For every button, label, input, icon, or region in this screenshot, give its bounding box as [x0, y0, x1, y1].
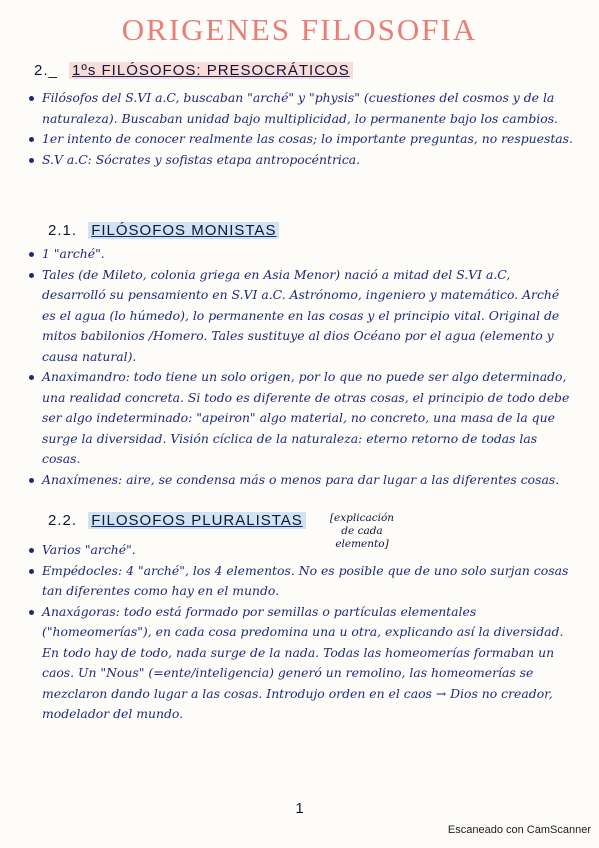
monistas-notes [28, 244, 576, 490]
list-item: Anaxágoras: todo está formado por semillas o partículas elementales ("homeomerías"), en cada cosa predomina una u otra, explicando así la diversidad. En todo hay de todo, nada surge de la nada. Todas las homeomerías formaban un caos. Un "Nous" (=ente/inteligencia) generó un remolino, las homeomerías se mezclaron dando lugar a las cosas. Introdujo orden en el caos → Dios no creador, modelador del mundo. [28, 602, 576, 725]
page-number: 1 [295, 800, 304, 817]
pluralistas-notes [28, 540, 576, 725]
section-title: FILOSOFOS PLURALISTAS [88, 512, 306, 529]
list-item: Filósofos del S.VI a.C, buscaban "arché" y "physis" (cuestiones del cosmos y de la naturaleza). Buscaban unidad bajo multiplicidad, lo permanente bajo los cambios. [28, 88, 576, 129]
list-item: Empédocles: 4 "arché", los 4 elementos. No es posible que de uno solo surjan cosas tan diferentes como hay en el mundo. [28, 561, 576, 602]
section-heading-pluralistas [48, 512, 306, 529]
page-title: ORIGENES FILOSOFIA [121, 12, 478, 47]
list-item: Varios "arché". [28, 540, 576, 561]
section-title: FILÓSOFOS MONISTAS [88, 222, 279, 239]
section-number: 2._ [34, 62, 58, 79]
list-item: 1 "arché". [28, 244, 576, 265]
list-item: S.V a.C: Sócrates y sofistas etapa antropocéntrica. [28, 150, 576, 171]
list-item: Tales (de Mileto, colonia griega en Asia Menor) nació a mitad del S.VI a.C, desarrolló su pensamiento en S.VI a.C. Astrónomo, ingeniero y matemático. Arché es el agua (lo húmedo), lo permanente en las cosas y el principio vital. Original de mitos babilonios /Homero. Tales sustituye al dios Océano por el agua (elemento y causa natural). [28, 265, 576, 368]
list-item: 1er intento de conocer realmente las cosas; lo importante preguntas, no respuestas. [28, 129, 576, 150]
list-item: Anaximandro: todo tiene un solo origen, por lo que no puede ser algo determinado, una realidad concreta. Si todo es diferente de otras cosas, el principio de todo debe ser algo indeterminado: "apeiron" algo material, no concreto, una masa de la que surge la diversidad. Visión cíclica de la naturaleza: eterno retorno de todas las cosas. [28, 367, 576, 470]
section-heading-presocraticos [34, 62, 353, 79]
section-title: 1ºs FILÓSOFOS: PRESOCRÁTICOS [69, 62, 353, 79]
section-heading-monistas [48, 222, 279, 239]
margin-note: [explicación de cada elemento] [329, 512, 395, 550]
section-number: 2.1. [48, 222, 78, 239]
list-item: Anaxímenes: aire, se condensa más o menos para dar lugar a las diferentes cosas. [28, 470, 576, 491]
scanner-watermark: Escaneado con CamScanner [447, 824, 591, 836]
section-number: 2.2. [48, 512, 78, 529]
presocraticos-notes [28, 88, 576, 170]
